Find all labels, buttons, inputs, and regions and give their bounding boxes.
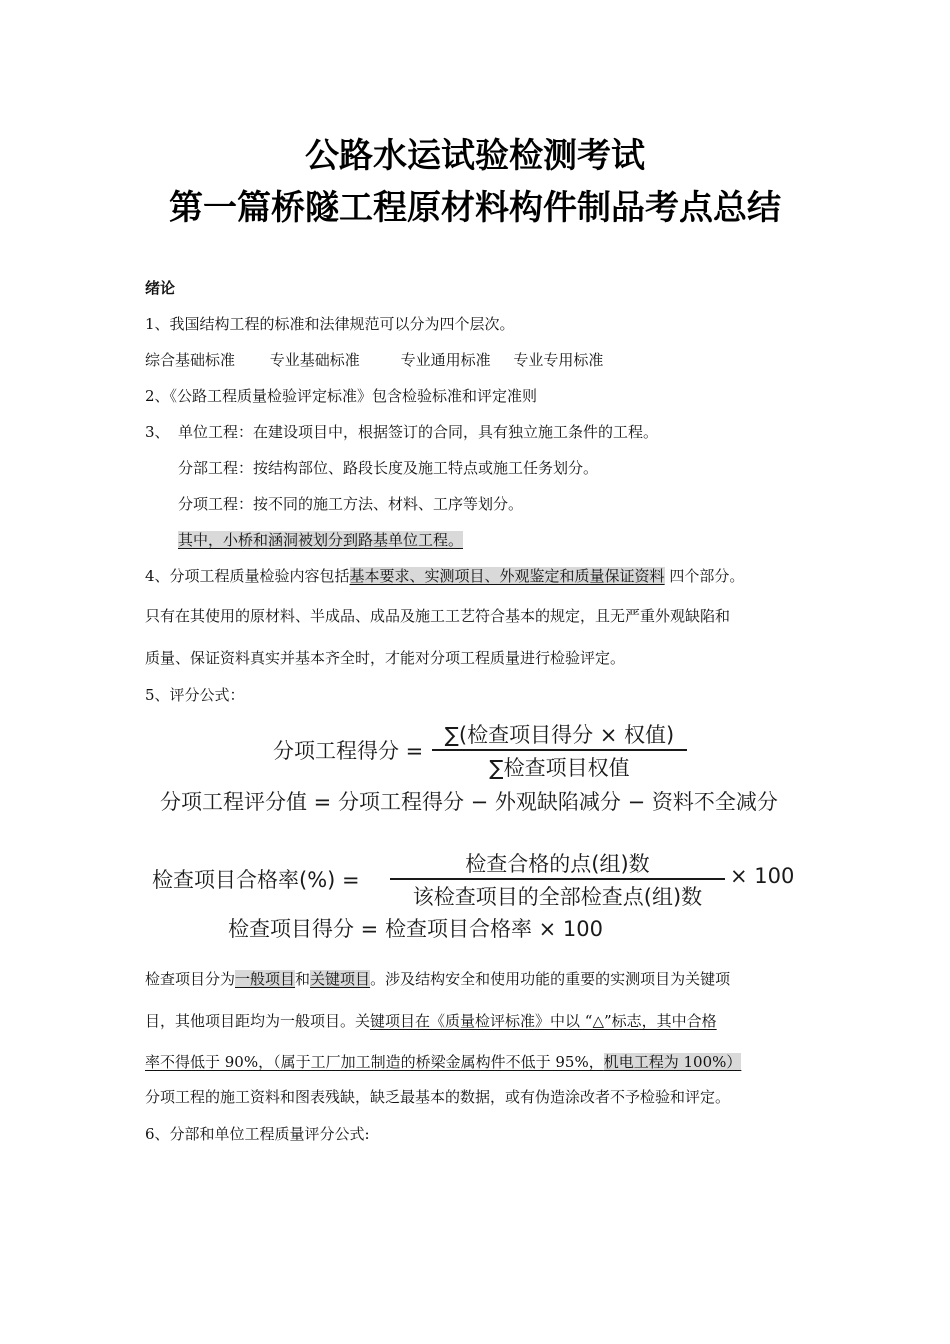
underlined-pass-rate: 率不得低于 90%，（属于工厂加工制造的桥梁金属构件不低于 95%， <box>145 1053 604 1071</box>
standard-levels <box>145 349 603 370</box>
formula-1-fraction-bar <box>432 749 687 751</box>
text: 。涉及结构安全和使用功能的重要的实测项目为关键项 <box>370 970 731 988</box>
page-title-line-1: 公路水运试验检测考试 <box>305 136 645 176</box>
highlight-electromechanical: 机电工程为 100%） <box>603 1053 742 1071</box>
highlight-general-item: 一般项目 <box>235 970 296 988</box>
highlight-key-item: 关键项目 <box>310 970 371 988</box>
item-3-part: 分部工程：按结构部位、路段长度及施工特点或施工任务划分。 <box>178 459 599 477</box>
highlight-note: 其中，小桥和涵洞被划分到路基单位工程。 <box>178 531 464 549</box>
check-items-line-3 <box>145 1051 741 1072</box>
check-items-line-1 <box>145 968 730 989</box>
item-5: 5、评分公式： <box>145 686 245 704</box>
formula-3-denominator: 该检查项目的全部检查点(组)数 <box>412 885 703 909</box>
underlined-key-item-rule: 键项目在《质量检评标准》中以 “△”标志，其中合格 <box>370 1012 717 1030</box>
text: 目，其他项目距均为一般项目。关 <box>145 1012 371 1030</box>
formula-4: 检查项目得分 = 检查项目合格率 × 100 <box>228 917 603 941</box>
section-heading: 绪论 <box>145 279 176 297</box>
item-3-note <box>178 529 463 550</box>
level-2: 专业基础标准 <box>269 351 360 369</box>
formula-3-multiplier: × 100 <box>730 864 795 888</box>
text: 和 <box>295 970 311 988</box>
item-3-prefix: 3、 <box>145 423 170 441</box>
level-3: 专业通用标准 <box>400 351 491 369</box>
formula-1-numerator: ∑(检查项目得分 × 权值) <box>444 723 675 747</box>
level-1: 综合基础标准 <box>145 351 236 369</box>
check-items-line-4: 分项工程的施工资料和图表残缺，缺乏最基本的数据，或有伪造涂改者不予检验和评定。 <box>145 1088 731 1106</box>
check-items-line-2 <box>145 1010 717 1031</box>
item-4-line-3: 质量、保证资料真实并基本齐全时，才能对分项工程质量进行检验评定。 <box>145 649 626 667</box>
item-4-tail: 四个部分。 <box>664 567 745 585</box>
highlight-contents: 基本要求、实测项目、外观鉴定和质量保证资料 <box>349 567 665 585</box>
item-6: 6、分部和单位工程质量评分公式: <box>145 1125 370 1143</box>
item-3-item: 分项工程：按不同的施工方法、材料、工序等划分。 <box>178 495 524 513</box>
item-4 <box>145 565 744 586</box>
formula-3-lhs: 检查项目合格率(%) = <box>152 868 360 892</box>
text: 检查项目分为 <box>145 970 236 988</box>
formula-2: 分项工程评分值 = 分项工程得分 − 外观缺陷减分 − 资料不全减分 <box>160 790 778 814</box>
formula-1-lhs: 分项工程得分 = <box>273 739 424 763</box>
formula-3-fraction-bar <box>390 878 725 880</box>
formula-3-numerator: 检查合格的点(组)数 <box>465 852 650 876</box>
level-4: 专业专用标准 <box>513 351 604 369</box>
item-4-line-2: 只有在其使用的原材料、半成品、成品及施工工艺符合基本的规定，且无严重外观缺陷和 <box>145 607 731 625</box>
item-2: 2、《公路工程质量检验评定标准》包含检验标准和评定准则 <box>145 387 538 405</box>
formula-1-denominator: ∑检查项目权值 <box>489 756 630 780</box>
item-1: 1、我国结构工程的标准和法律规范可以分为四个层次。 <box>145 315 515 333</box>
item-4-text: 4、分项工程质量检验内容包括 <box>145 567 350 585</box>
page-title-line-2: 第一篇桥隧工程原材料构件制品考点总结 <box>169 188 781 228</box>
item-3-unit: 单位工程：在建设项目中，根据签订的合同，具有独立施工条件的工程。 <box>178 423 659 441</box>
